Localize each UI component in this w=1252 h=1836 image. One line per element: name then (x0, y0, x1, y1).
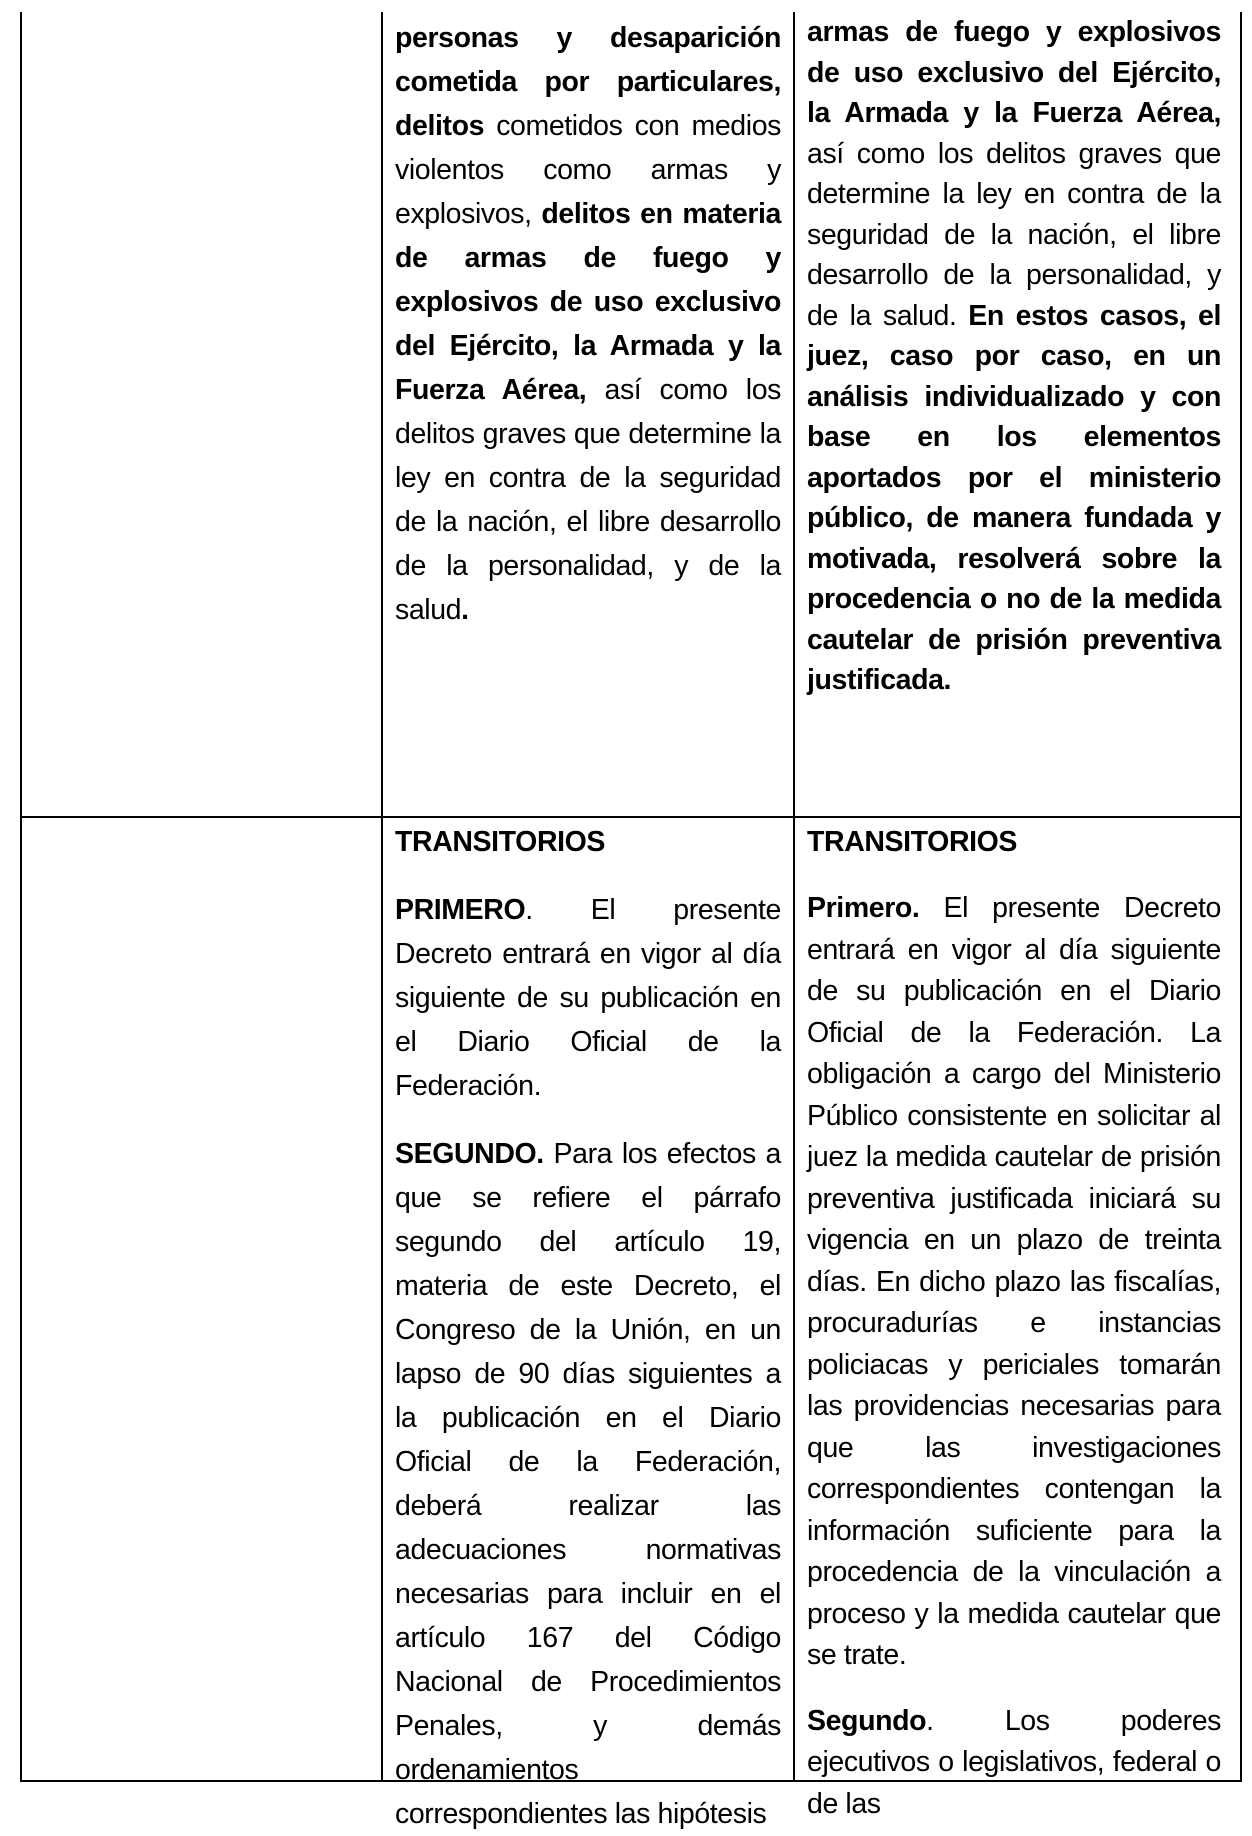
text-run: así como los delitos graves que determine la ley en contra de la seguridad de la nación, el libre desarrollo de la personalidad, y de la salud. (807, 137, 1221, 332)
row1-col2 (395, 16, 781, 632)
row2-col3-paragraph-1 (807, 888, 1221, 1677)
paragraph-text: . El presente Decreto entrará en vigor al día siguiente de su publicación en el Diario Oficial de la Federación. (395, 894, 781, 1102)
paragraph-label: SEGUNDO. (395, 1138, 544, 1170)
text-run: . (461, 594, 469, 626)
row2-col2-heading: TRANSITORIOS (395, 826, 606, 858)
row2-col3-heading: TRANSITORIOS (807, 826, 1018, 858)
paragraph-text: El presente Decreto entrará en vigor al día siguiente de su publicación en el Diario Oficial de la Federación. La obligación a cargo del Ministerio Público consistente en solicitar al juez la medida cautelar de prisión preventiva justificada iniciará su vigencia en un plazo de treinta días. En dicho plazo las fiscalías, procuradurías e instancias policiacas y periciales tomarán las providencias necesarias para que las investigaciones correspondientes contengan la información suficiente para la procedencia de la vinculación a proceso y la medida cautelar que se trate. (807, 892, 1221, 1671)
comparison-table (20, 12, 1242, 1830)
row1-col2-text (395, 16, 781, 632)
text-run: personas y desaparición cometida por particulares, (395, 22, 781, 98)
column-divider-2 (793, 12, 795, 1780)
row2-col2-paragraph-2 (395, 1132, 781, 1836)
row1-col1 (24, 12, 381, 816)
text-run: delitos (395, 110, 485, 142)
column-divider-1 (381, 12, 383, 1780)
row2-col3-paragraph-2 (807, 1701, 1221, 1826)
paragraph-label: Primero. (807, 892, 920, 924)
text-run: así como los delitos graves que determine la ley en contra de la seguridad de la nación, el libre desarrollo de la personalidad, y de la salud (395, 374, 781, 626)
row1-col3 (807, 12, 1221, 701)
paragraph-text: . Los poderes ejecutivos o legislativos, federal o de las (807, 1704, 1221, 1820)
text-run: cometidos con medios violentos como armas y explosivos, (395, 110, 781, 230)
row2-col2 (395, 820, 781, 1836)
row2-col1 (24, 818, 381, 1778)
row2-col3 (807, 820, 1221, 1825)
text-run: armas de fuego y explosivos de uso exclusivo del Ejército, la Armada y la Fuerza Aérea, (807, 16, 1221, 129)
paragraph-label: PRIMERO (395, 894, 526, 926)
paragraph-label: Segundo (807, 1704, 927, 1737)
text-run: En estos casos, el juez, caso por caso, en un análisis individualizado y con base en los elementos aportados por el ministerio público, de manera fundada y motivada, resolverá sobre la procedencia o no de la medida cautelar de prisión preventiva justificada. (807, 299, 1221, 696)
row2-col2-paragraph-1 (395, 888, 781, 1108)
row1-col3-text (807, 12, 1221, 701)
paragraph-text: Para los efectos a que se refiere el párrafo segundo del artículo 19, materia de este Decreto, el Congreso de la Unión, en un lapso de 90 días siguientes a la publicación en el Diario Oficial de la Federación, deberá realizar las adecuaciones normativas necesarias para incluir en el artículo 167 del Código Nacional de Procedimientos Penales, y demás ordenamientos correspondientes las hipótesis (395, 1138, 781, 1830)
text-run: delitos en materia de armas de fuego y explosivos de uso exclusivo del Ejército, la Armada y la Fuerza Aérea, (395, 198, 781, 406)
